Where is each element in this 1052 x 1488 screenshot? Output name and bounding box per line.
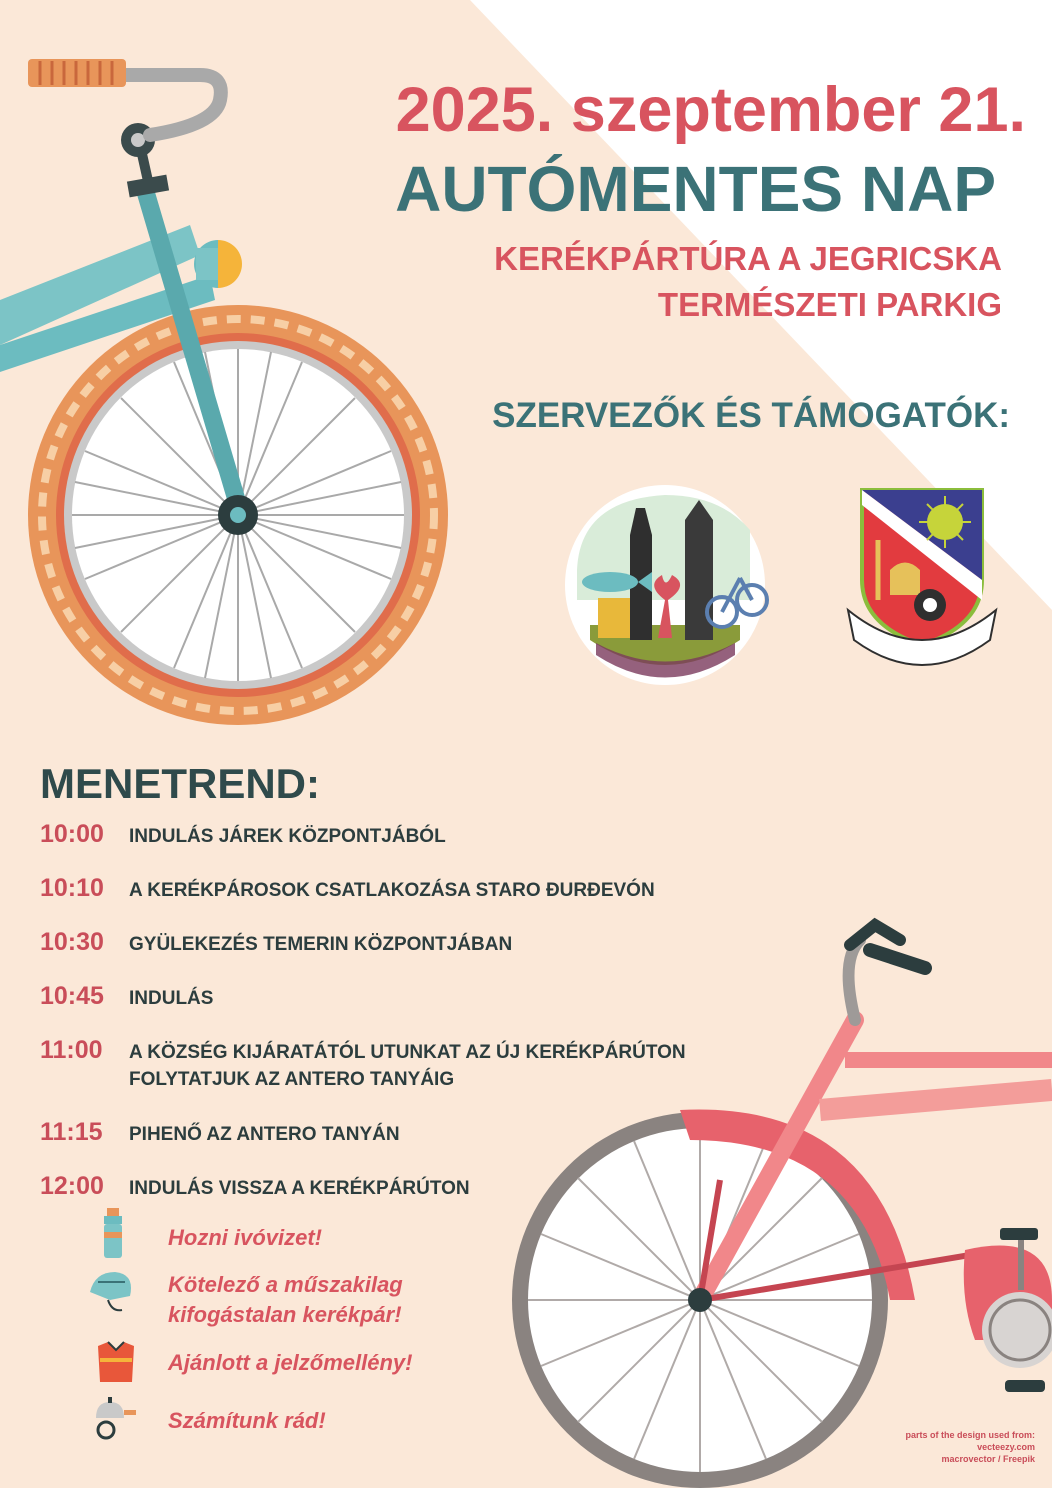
- schedule-activity: INDULÁS: [129, 988, 214, 1009]
- credit-line2: vecteezy.com: [977, 1442, 1035, 1452]
- schedule-time: 10:45: [40, 982, 104, 1010]
- event-subtitle-line2: TERMÉSZETI PARKIG: [657, 286, 1002, 323]
- organizers-heading: SZERVEZŐK ÉS TÁMOGATÓK:: [492, 396, 1010, 435]
- schedule-activity-line1: A KÖZSÉG KIJÁRATÁTÓL UTUNKAT AZ ÚJ KERÉKPÁRÚTON: [129, 1042, 686, 1063]
- event-subtitle-line1: KERÉKPÁRTÚRA A JEGRICSKA: [494, 240, 1002, 277]
- schedule-activity: GYÜLEKEZÉS TEMERIN KÖZPONTJÁBAN: [129, 934, 513, 955]
- schedule-activity: INDULÁS VISSZA A KERÉKPÁRÚTON: [129, 1178, 470, 1199]
- credit-line1: parts of the design used from:: [905, 1430, 1035, 1440]
- temerin-coat-of-arms: [848, 490, 996, 665]
- schedule-time: 10:30: [40, 928, 104, 956]
- schedule-time: 11:15: [40, 1118, 103, 1146]
- design-credits: [820, 1429, 1035, 1465]
- note-vest: Ajánlott a jelzőmellény!: [168, 1350, 413, 1375]
- schedule-time: 12:00: [40, 1172, 104, 1200]
- schedule-time: 10:00: [40, 820, 104, 848]
- schedule-activity: A KERÉKPÁROSOK CSATLAKOZÁSA STARO ĐURĐEVÓN: [129, 880, 655, 901]
- note-bike: [168, 1270, 403, 1330]
- note-count: Számítunk rád!: [168, 1408, 326, 1433]
- schedule-activity: [129, 1039, 739, 1093]
- schedule-activity: INDULÁS JÁREK KÖZPONTJÁBÓL: [129, 826, 446, 847]
- schedule-heading: MENETREND:: [40, 760, 320, 807]
- schedule-activity: PIHENŐ AZ ANTERO TANYÁN: [129, 1124, 400, 1145]
- note-water: Hozni ivóvizet!: [168, 1225, 323, 1250]
- schedule-time: 11:00: [40, 1036, 103, 1064]
- schedule-time: 10:10: [40, 874, 104, 902]
- note-bike-line2: kifogástalan kerékpár!: [168, 1302, 402, 1327]
- note-bike-line1: Kötelező a műszakilag: [168, 1272, 403, 1297]
- credit-line3: macrovector / Freepik: [941, 1454, 1035, 1464]
- event-title: AUTÓMENTES NAP: [395, 153, 996, 225]
- schedule-activity-line2: FOLYTATJUK AZ ANTERO TANYÁIG: [129, 1069, 455, 1090]
- event-date: 2025. szeptember 21.: [395, 75, 1026, 145]
